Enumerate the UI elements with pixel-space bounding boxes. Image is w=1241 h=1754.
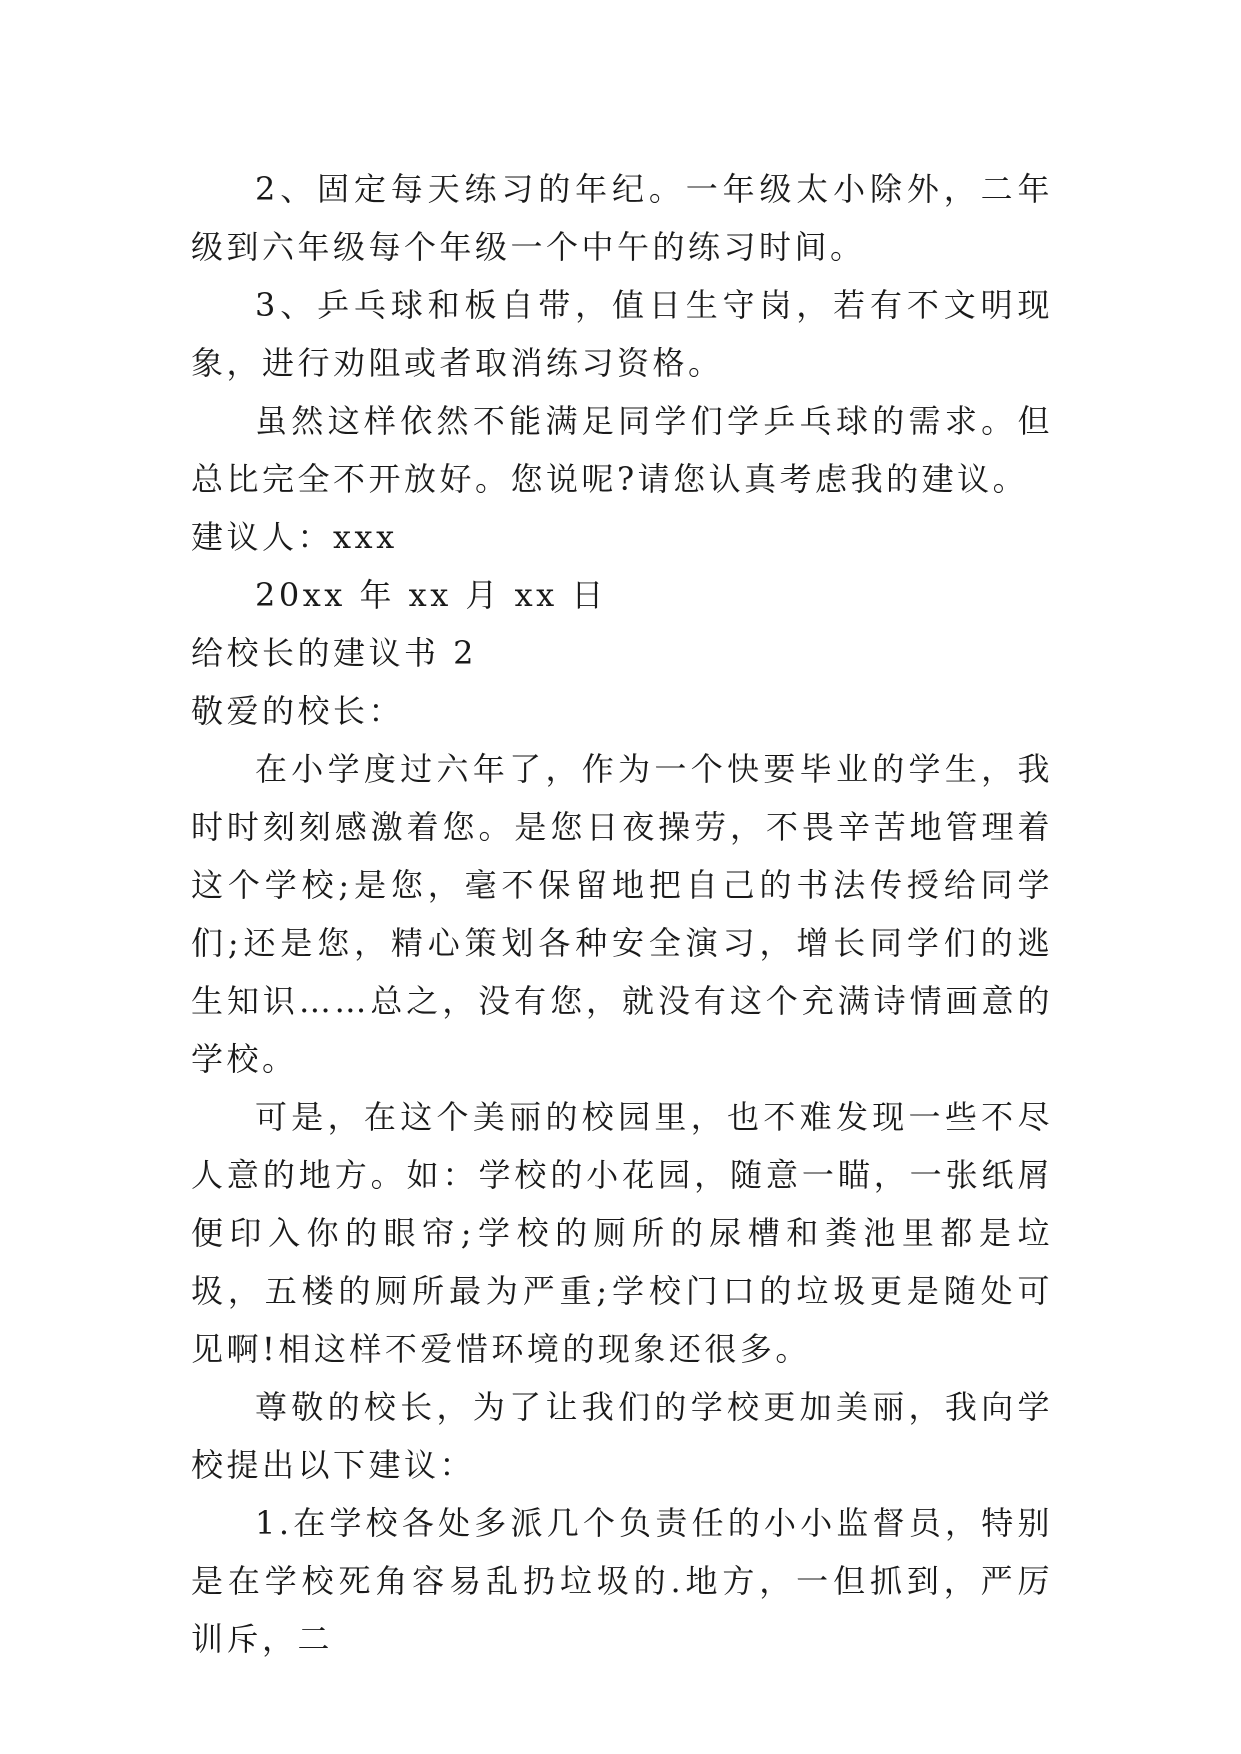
- paragraph-item-2: 2、固定每天练习的年纪。一年级太小除外，二年级到六年级每个年级一个中午的练习时间。: [191, 170, 1053, 266]
- paragraph-conclusion: 虽然这样依然不能满足同学们学乒乓球的需求。但总比完全不开放好。您说呢?请您认真考虑我的建议。: [191, 402, 1053, 498]
- salutation: 敬爱的校长：: [191, 692, 405, 730]
- paragraph-item-3: 3、乒乓球和板自带，值日生守岗，若有不文明现象，进行劝阻或者取消练习资格。: [191, 286, 1053, 382]
- date-line: 20xx 年 xx 月 xx 日: [255, 576, 607, 614]
- document-body: [191, 160, 1053, 1668]
- letter-title: 给校长的建议书 2: [191, 634, 478, 672]
- paragraph-problems: 可是，在这个美丽的校园里，也不难发现一些不尽人意的地方。如：学校的小花园，随意一瞄，一张纸屑便印入你的眼帘;学校的厕所的尿槽和粪池里都是垃圾，五楼的厕所最为严重;学校门口的垃圾更是随处可见啊!相这样不爱惜环境的现象还很多。: [191, 1098, 1053, 1368]
- paragraph-suggestion-1: 1.在学校各处多派几个负责任的小小监督员，特别是在学校死角容易乱扔垃圾的.地方，一但抓到，严厉训斥，二: [191, 1504, 1053, 1658]
- paragraph-proposal-intro: 尊敬的校长，为了让我们的学校更加美丽，我向学校提出以下建议：: [191, 1388, 1053, 1484]
- paragraph-gratitude: 在小学度过六年了，作为一个快要毕业的学生，我时时刻刻感激着您。是您日夜操劳，不畏辛苦地管理着这个学校;是您，毫不保留地把自己的书法传授给同学们;还是您，精心策划各种安全演习，增长同学们的逃生知识……总之，没有您，就没有这个充满诗情画意的学校。: [191, 750, 1053, 1078]
- proposer-line: 建议人：xxx: [191, 518, 398, 556]
